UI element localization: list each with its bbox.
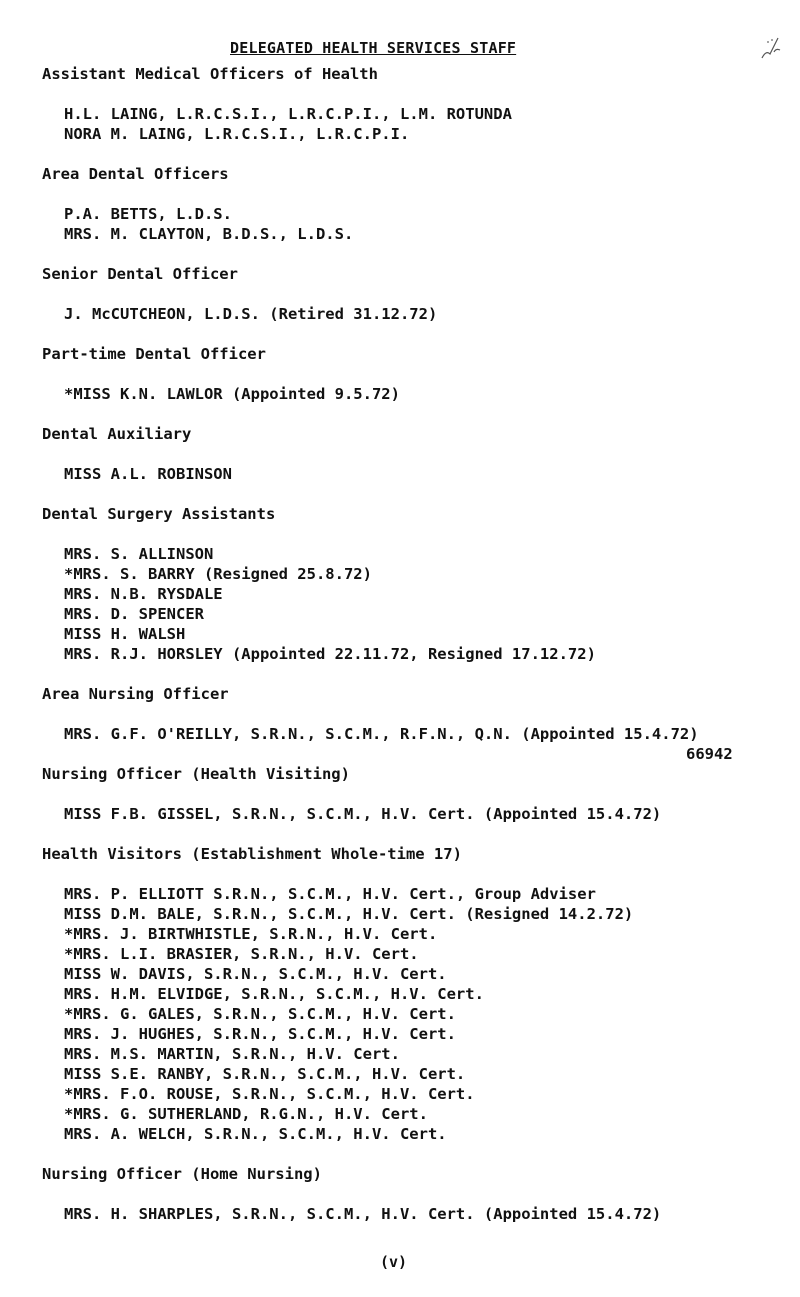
staff-entry: P.A. BETTS, L.D.S. — [64, 205, 232, 223]
staff-entry: MRS. S. ALLINSON — [64, 545, 214, 563]
staff-entry: MRS. A. WELCH, S.R.N., S.C.M., H.V. Cert. — [64, 1125, 447, 1143]
staff-section — [42, 164, 782, 244]
staff-entry: *MRS. G. GALES, S.R.N., S.C.M., H.V. Cert. — [64, 1005, 456, 1023]
staff-list — [42, 64, 782, 1224]
staff-entry: MRS. R.J. HORSLEY (Appointed 22.11.72, Resigned 17.12.72) — [64, 645, 596, 663]
staff-entry: MRS. M. CLAYTON, B.D.S., L.D.S. — [64, 225, 354, 243]
corner-scribble-mark — [752, 28, 792, 68]
staff-section — [42, 844, 782, 1144]
staff-entry: MRS. H.M. ELVIDGE, S.R.N., S.C.M., H.V. Cert. — [64, 985, 484, 1003]
staff-entry: MRS. D. SPENCER — [64, 605, 204, 623]
staff-entry: MRS. M.S. MARTIN, S.R.N., H.V. Cert. — [64, 1045, 400, 1063]
staff-entry: *MRS. G. SUTHERLAND, R.G.N., H.V. Cert. — [64, 1105, 428, 1123]
staff-entries — [42, 104, 782, 144]
staff-entries — [42, 1204, 782, 1224]
section-heading: Dental Auxiliary — [42, 425, 192, 443]
section-heading: Nursing Officer (Home Nursing) — [42, 1165, 322, 1183]
staff-entry: *MRS. F.O. ROUSE, S.R.N., S.C.M., H.V. Cert. — [64, 1085, 475, 1103]
staff-entry: *MRS. S. BARRY (Resigned 25.8.72) — [64, 565, 372, 583]
section-heading: Assistant Medical Officers of Health — [42, 65, 378, 83]
staff-entries — [42, 384, 782, 404]
staff-entries — [42, 464, 782, 484]
staff-entries — [42, 724, 782, 764]
staff-entry: MRS. P. ELLIOTT S.R.N., S.C.M., H.V. Cert., Group Adviser — [64, 885, 596, 903]
staff-entry: MISS S.E. RANBY, S.R.N., S.C.M., H.V. Cert. — [64, 1065, 466, 1083]
section-heading: Senior Dental Officer — [42, 265, 238, 283]
staff-entry: NORA M. LAING, L.R.C.S.I., L.R.C.P.I. — [64, 125, 410, 143]
staff-section — [42, 764, 782, 824]
page-number: (v) — [380, 1253, 408, 1271]
staff-section — [42, 504, 782, 664]
staff-entries — [42, 204, 782, 244]
section-heading: Area Nursing Officer — [42, 685, 229, 703]
section-heading: Health Visitors (Establishment Whole-time 17) — [42, 845, 462, 863]
section-heading: Part-time Dental Officer — [42, 345, 266, 363]
section-heading: Area Dental Officers — [42, 165, 229, 183]
section-heading: Nursing Officer (Health Visiting) — [42, 765, 350, 783]
staff-entry: MISS H. WALSH — [64, 625, 186, 643]
staff-entries — [42, 804, 782, 824]
section-heading: Dental Surgery Assistants — [42, 505, 276, 523]
staff-entry: MISS F.B. GISSEL, S.R.N., S.C.M., H.V. Cert. (Appointed 15.4.72) — [64, 805, 662, 823]
staff-entry: MRS. N.B. RYSDALE — [64, 585, 223, 603]
staff-entry: *MISS K.N. LAWLOR (Appointed 9.5.72) — [64, 385, 400, 403]
staff-entry: *MRS. L.I. BRASIER, S.R.N., H.V. Cert. — [64, 945, 419, 963]
reference-number: 66942 — [686, 745, 733, 763]
staff-entry: *MRS. J. BIRTWHISTLE, S.R.N., H.V. Cert. — [64, 925, 438, 943]
staff-section — [42, 424, 782, 484]
staff-section — [42, 684, 782, 764]
staff-section — [42, 64, 782, 144]
staff-entry: MISS W. DAVIS, S.R.N., S.C.M., H.V. Cert. — [64, 965, 447, 983]
staff-entries — [42, 884, 782, 1144]
staff-entry: MRS. G.F. O'REILLY, S.R.N., S.C.M., R.F.N., Q.N. (Appointed 15.4.72) — [64, 725, 699, 743]
staff-entry: MRS. J. HUGHES, S.R.N., S.C.M., H.V. Cert. — [64, 1025, 456, 1043]
staff-entries — [42, 304, 782, 324]
staff-entry: MISS A.L. ROBINSON — [64, 465, 232, 483]
staff-section — [42, 1164, 782, 1224]
staff-entries — [42, 544, 782, 664]
staff-entry: MISS D.M. BALE, S.R.N., S.C.M., H.V. Cert. (Resigned 14.2.72) — [64, 905, 634, 923]
staff-entry: H.L. LAING, L.R.C.S.I., L.R.C.P.I., L.M. ROTUNDA — [64, 105, 512, 123]
page-title: DELEGATED HEALTH SERVICES STAFF — [230, 39, 517, 57]
staff-entry: J. McCUTCHEON, L.D.S. (Retired 31.12.72) — [64, 305, 438, 323]
staff-section — [42, 264, 782, 324]
staff-section — [42, 344, 782, 404]
staff-entry: MRS. H. SHARPLES, S.R.N., S.C.M., H.V. Cert. (Appointed 15.4.72) — [64, 1205, 662, 1223]
